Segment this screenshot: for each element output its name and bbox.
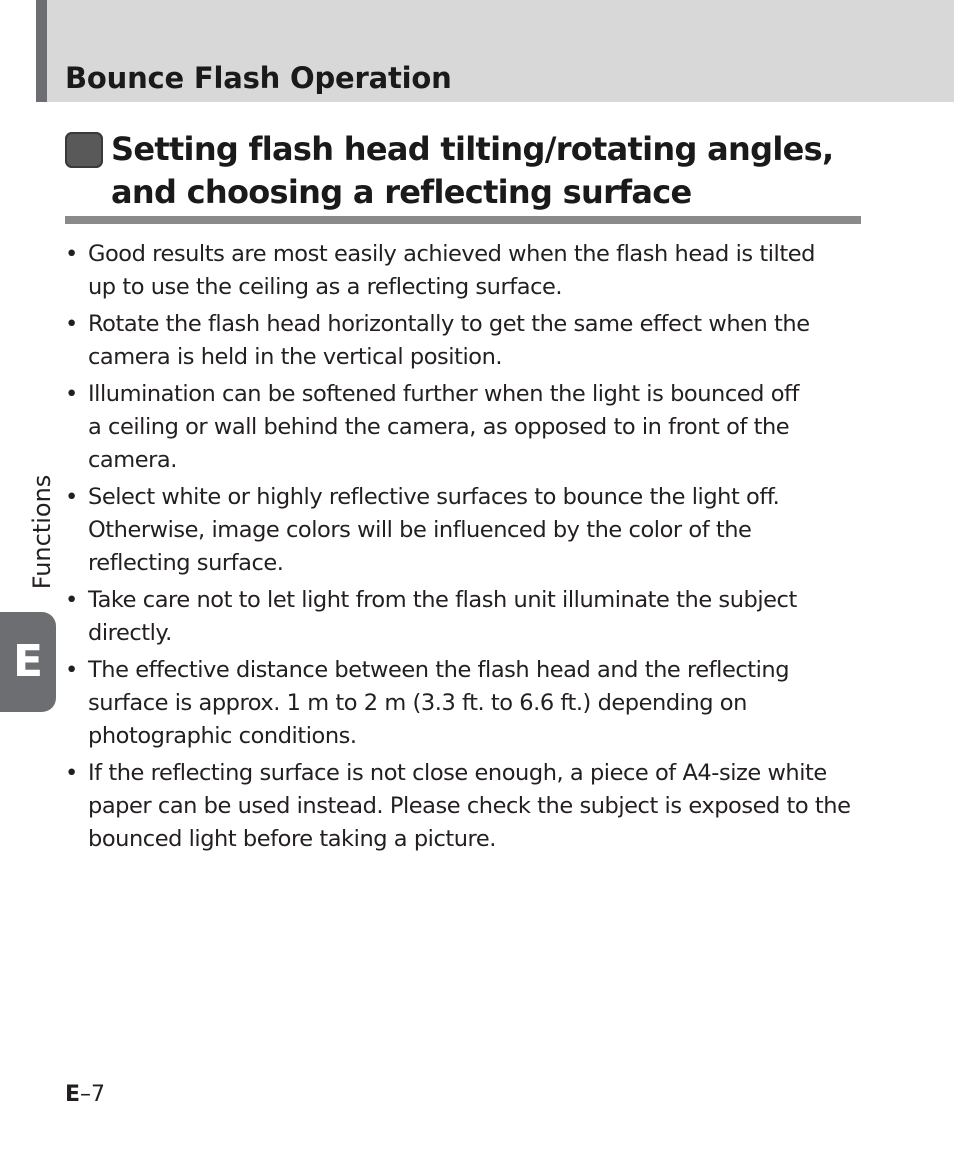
list-item <box>65 238 865 304</box>
text-line: photographic conditions. <box>88 723 357 749</box>
page-number <box>65 1082 105 1107</box>
list-item <box>65 654 865 753</box>
heading-divider <box>65 216 861 224</box>
section-heading-line: and choosing a reflecting surface <box>111 173 692 211</box>
bullet-dot-icon: • <box>65 587 78 613</box>
text-line: directly. <box>88 620 172 646</box>
section-heading <box>111 128 833 214</box>
text-line: paper can be used instead. Please check the subject is exposed to the <box>88 793 851 819</box>
bullet-dot-icon: • <box>65 760 78 786</box>
header-accent-bar <box>36 0 47 102</box>
text-line: The effective distance between the flash head and the reflecting <box>88 657 790 683</box>
list-item <box>65 308 865 374</box>
text-line: Select white or highly reflective surfaces to bounce the light off. <box>88 484 780 510</box>
page-header-title: Bounce Flash Operation <box>65 61 452 95</box>
list-item-text <box>88 757 865 856</box>
list-item-text <box>88 378 865 477</box>
text-line: Illumination can be softened further when the light is bounced off <box>88 381 799 407</box>
bullet-dot-icon: • <box>65 657 78 683</box>
text-line: Otherwise, image colors will be influenced by the color of the <box>88 517 752 543</box>
list-item-text <box>88 654 865 753</box>
list-item <box>65 757 865 856</box>
page-number-chapter: E <box>65 1082 81 1107</box>
bullet-dot-icon: • <box>65 311 78 337</box>
list-item <box>65 584 865 650</box>
page-number-separator: – <box>80 1082 92 1107</box>
text-line: bounced light before taking a picture. <box>88 826 496 852</box>
text-line: reflecting surface. <box>88 550 284 576</box>
chapter-tab-letter: E <box>12 636 44 687</box>
square-bullet-icon <box>65 132 103 168</box>
bullet-dot-icon: • <box>65 241 78 267</box>
chapter-side-label: Functions <box>28 474 56 590</box>
page-number-value: 7 <box>91 1082 106 1107</box>
text-line: camera is held in the vertical position. <box>88 344 503 370</box>
text-line: up to use the ceiling as a reflecting surface. <box>88 274 563 300</box>
bullet-dot-icon: • <box>65 484 78 510</box>
list-item <box>65 481 865 580</box>
text-line: a ceiling or wall behind the camera, as opposed to in front of the <box>88 414 790 440</box>
text-line: surface is approx. 1 m to 2 m (3.3 ft. to 6.6 ft.) depending on <box>88 690 747 716</box>
list-item-text <box>88 584 865 650</box>
text-line: Rotate the flash head horizontally to get the same effect when the <box>88 311 810 337</box>
text-line: Good results are most easily achieved when the flash head is tilted <box>88 241 815 267</box>
bullet-dot-icon: • <box>65 381 78 407</box>
text-line: If the reflecting surface is not close enough, a piece of A4-size white <box>88 760 827 786</box>
text-line: camera. <box>88 447 177 473</box>
list-item-text <box>88 238 865 304</box>
list-item-text <box>88 308 865 374</box>
bullet-list <box>65 238 865 860</box>
list-item-text <box>88 481 865 580</box>
section-heading-line: Setting flash head tilting/rotating angles, <box>111 130 834 168</box>
list-item <box>65 378 865 477</box>
text-line: Take care not to let light from the flash unit illuminate the subject <box>88 587 797 613</box>
